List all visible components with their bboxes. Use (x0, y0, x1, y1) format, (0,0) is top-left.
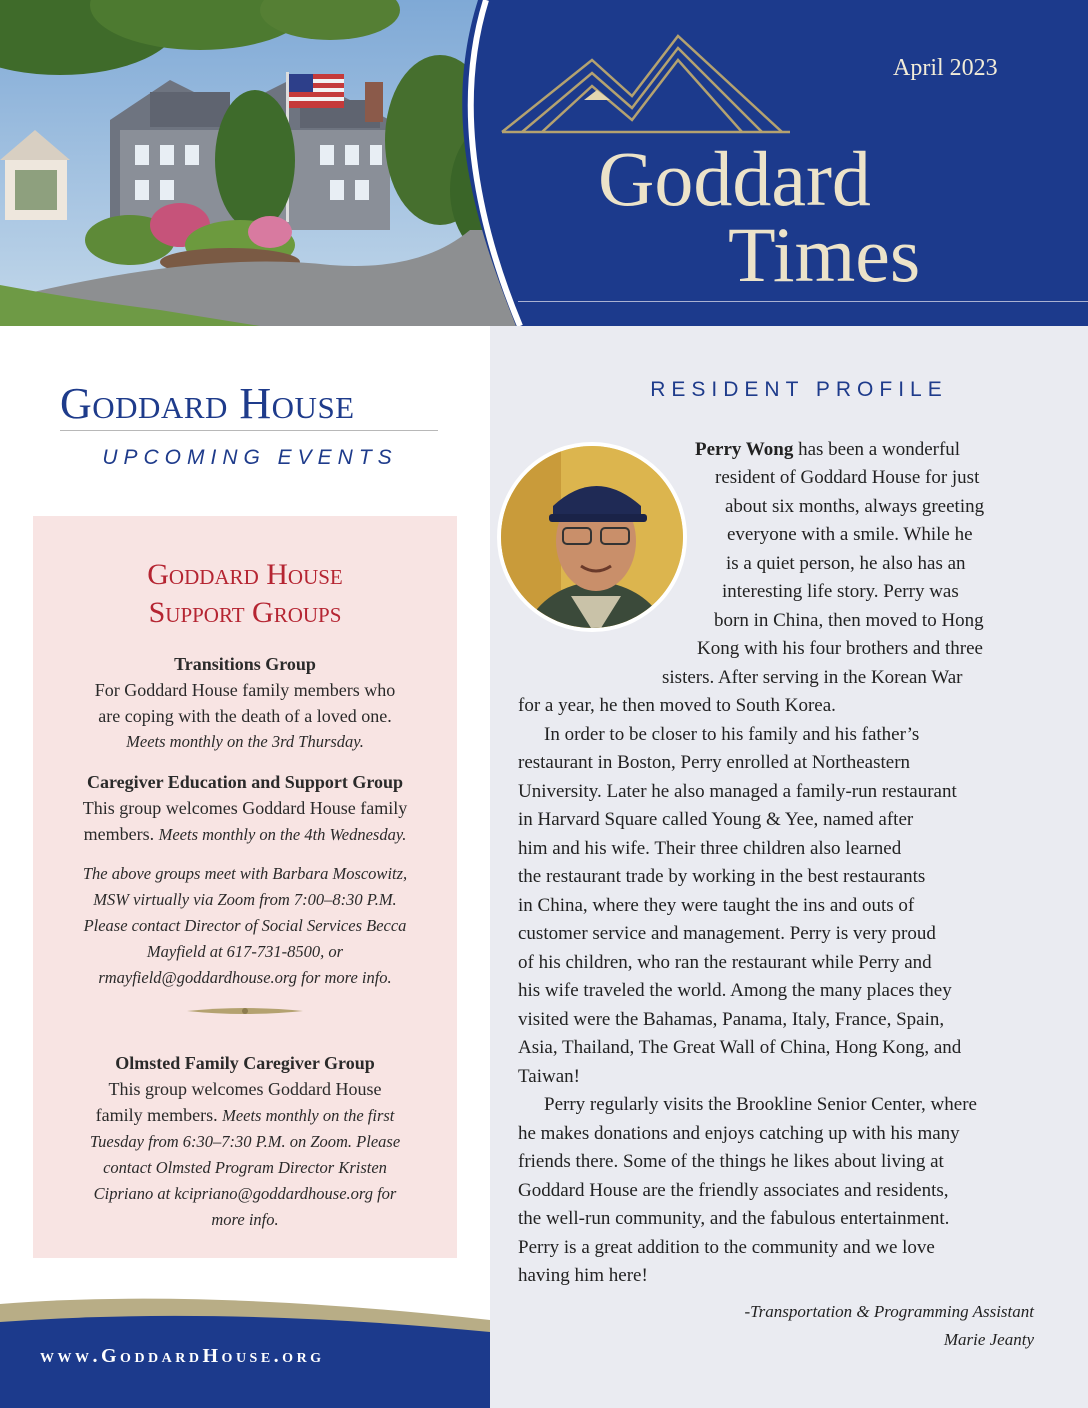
profile-text-line: about six months, always greeting (725, 496, 985, 517)
transitions-group-event: Transitions Group For Goddard House family members who are coping with the death of a loved one. Meets monthly on the 3rd Thursday. (47, 651, 443, 755)
profile-text-line: Perry Wong has been a wonderful (695, 439, 961, 460)
profile-text-line: him and his wife. Their three children also learned (518, 838, 902, 859)
issue-month: April 2023 (893, 55, 998, 81)
profile-text-line: born in China, then moved to Hong (714, 610, 984, 631)
website-link[interactable]: www.GoddardHouse.org (40, 1345, 325, 1367)
profile-text-line: resident of Goddard House for just (715, 467, 980, 488)
divider-ornament-icon (185, 1005, 305, 1017)
profile-text-line: is a quiet person, he also has an (726, 553, 966, 574)
signature-title: -Transportation & Programming Assistant (744, 1302, 1034, 1321)
profile-text-line: Asia, Thailand, The Great Wall of China, Hong Kong, and (518, 1037, 962, 1058)
resident-profile-column (490, 326, 1088, 1408)
profile-text-line: Taiwan! (518, 1066, 580, 1087)
profile-text-line: Goddard House are the friendly associates and residents, (518, 1180, 949, 1201)
profile-text-line: visited were the Bahamas, Panama, Italy, France, Spain, (518, 1009, 945, 1030)
profile-text-line: the restaurant trade by working in the best restaurants (518, 866, 926, 887)
profile-text-line: he makes donations and enjoys catching up with his many (518, 1123, 960, 1144)
event-name: Transitions Group (174, 654, 316, 674)
resident-name: Perry Wong (695, 439, 794, 460)
profile-text-line: sisters. After serving in the Korean War (662, 667, 963, 688)
profile-text-line: customer service and management. Perry is very proud (518, 923, 936, 944)
profile-text-line: his wife traveled the world. Among the many places they (518, 980, 952, 1001)
profile-text-line: of his children, who ran the restaurant while Perry and (518, 952, 932, 973)
profile-text-line: Perry is a great addition to the community and we love (518, 1237, 935, 1258)
profile-text-line: in Harvard Square called Young & Yee, named after (518, 809, 914, 830)
resident-profile-heading: RESIDENT PROFILE (650, 378, 948, 401)
profile-text-line: the well-run community, and the fabulous entertainment. (518, 1208, 950, 1229)
profile-text-line: in China, where they were taught the ins and outs of (518, 895, 915, 916)
upcoming-events-column (0, 326, 490, 1408)
support-groups-title: Goddard House Support Groups (147, 558, 343, 629)
profile-text-line: restaurant in Boston, Perry enrolled at Northeastern (518, 752, 911, 773)
profile-text-line: having him here! (518, 1265, 648, 1286)
profile-text-line: Perry regularly visits the Brookline Senior Center, where (544, 1094, 977, 1115)
profile-text-line: University. Later he also managed a family-run restaurant (518, 781, 957, 802)
upcoming-events-heading: UPCOMING EVENTS (102, 446, 398, 469)
support-groups-box (33, 516, 457, 1258)
perry-wong-portrait (497, 442, 687, 632)
event-name: Caregiver Education and Support Group (86, 772, 404, 792)
header-divider (518, 301, 1088, 302)
profile-text-line: everyone with a smile. While he (727, 524, 973, 545)
newsletter-title-times: Times (728, 211, 921, 298)
profile-text-line: In order to be closer to his family and his father’s (544, 724, 920, 745)
event-name: Olmsted Family Caregiver Group (115, 1053, 375, 1073)
profile-text-line: friends there. Some of the things he likes about living at (518, 1151, 944, 1172)
profile-text-line: for a year, he then moved to South Korea. (518, 695, 836, 716)
profile-text-line: Kong with his four brothers and three (697, 638, 983, 659)
profile-text-line: interesting life story. Perry was (722, 581, 959, 602)
signature-name: Marie Jeanty (943, 1330, 1034, 1349)
zoom-meeting-note: The above groups meet with Barbara Moscowitz, MSW virtually via Zoom from 7:00–8:30 P.M. Please contact Director of Social Services Becca Mayfield at 617-731-8500, or rmayfield@goddardhouse.org for more info. (82, 864, 408, 987)
olmsted-caregiver-event: Olmsted Family Caregiver Group This group welcomes Goddard House family members. Meets monthly on the first Tuesday from 6:30–7:30 P.M. on Zoom. Please contact Olmsted Program Director Kristen Cipriano at kcipriano@goddardhouse.org for more info. (47, 1050, 443, 1233)
heading-divider (60, 430, 438, 431)
newsletter-title-goddard: Goddard (598, 135, 871, 222)
caregiver-education-event: Caregiver Education and Support Group This group welcomes Goddard House family members. Meets monthly on the 4th Wednesday. (47, 769, 443, 848)
goddard-house-heading: Goddard House (60, 379, 355, 428)
masthead-background (0, 0, 1088, 326)
